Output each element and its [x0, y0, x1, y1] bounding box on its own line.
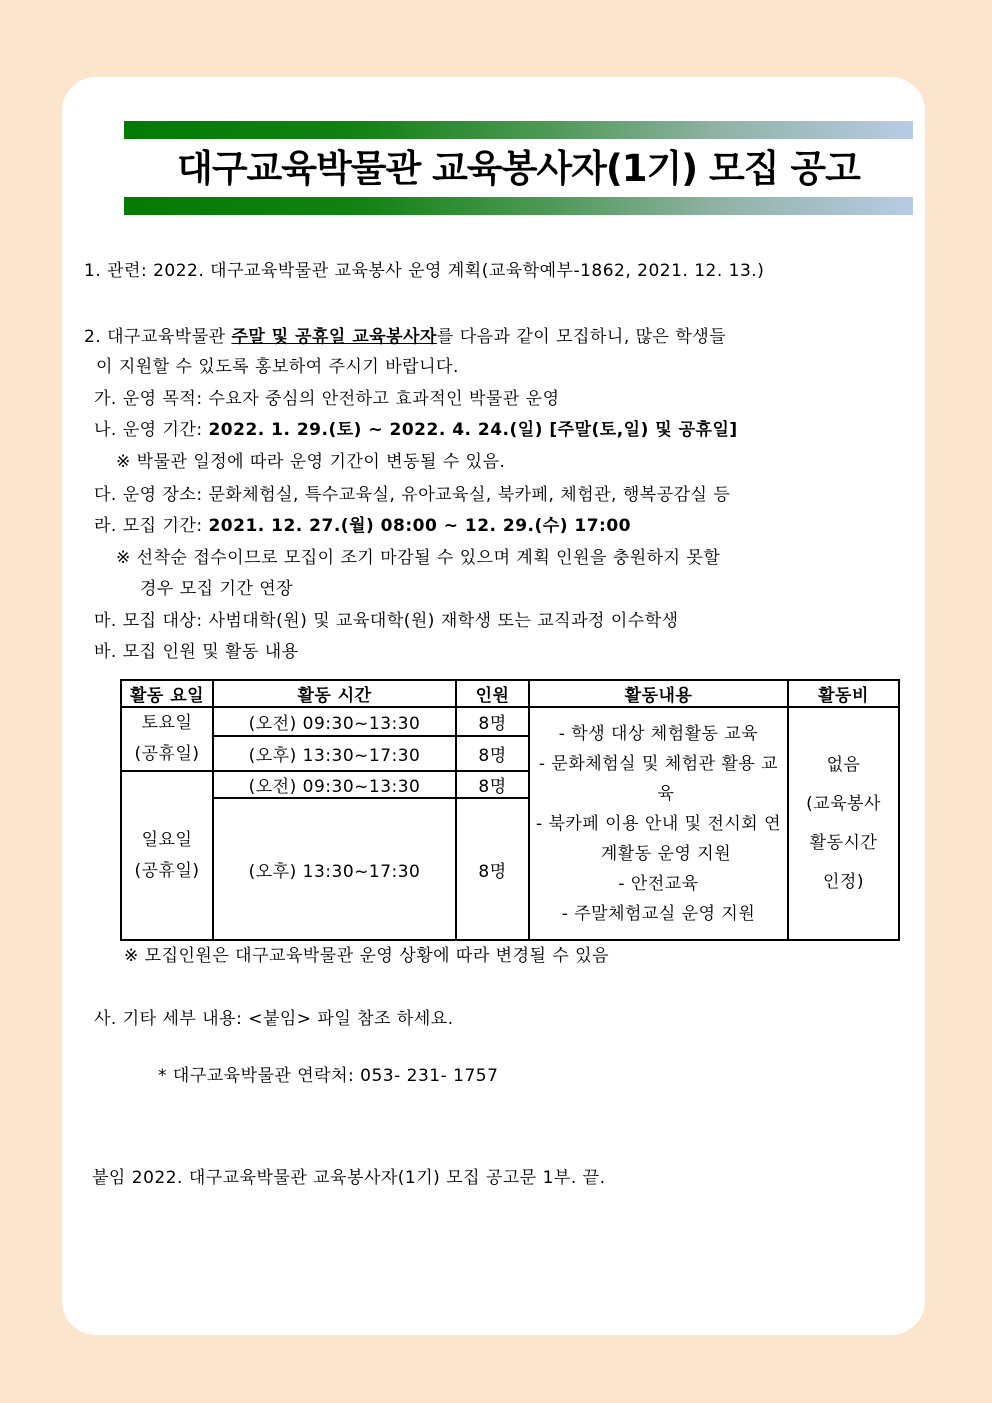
recruit-period-line	[94, 516, 631, 537]
sunday-pm-count-cell: 8명	[456, 798, 529, 940]
pay-line: (교육봉사	[806, 793, 881, 814]
activity-content-cell	[529, 707, 788, 940]
purpose-line: 가. 운영 목적: 수요자 중심의 안전하고 효과적인 박물관 운영	[94, 389, 560, 409]
title-top-gradient-bar	[124, 121, 913, 139]
contact-line: * 대구교육박물관 연락처: 053- 231- 1757	[158, 1066, 499, 1086]
header-activity-pay: 활동비	[788, 680, 899, 707]
recruit-intro-post: 를 다음과 같이 모집하니, 많은 학생들	[436, 327, 727, 347]
headcount-change-note: ※ 모집인원은 대구교육박물관 운영 상황에 따라 변경될 수 있음	[124, 946, 610, 966]
header-activity-time: 활동 시간	[213, 680, 456, 707]
activity-item: - 북카페 이용 안내 및 전시회 연계활동 운영 지원	[535, 813, 782, 864]
related-plan-line: 1. 관련: 2022. 대구교육박물관 교육봉사 운영 계획(교육학예부-1862, 2021. 12. 13.)	[84, 261, 765, 281]
target-line: 마. 모집 대상: 사범대학(원) 및 교육대학(원) 재학생 또는 교직과정 이수학생	[94, 611, 679, 631]
operation-period-line	[94, 420, 738, 441]
pay-line: 없음	[826, 754, 861, 775]
activity-item: - 주말체험교실 운영 지원	[561, 903, 756, 924]
saturday-am-time-cell: (오전) 09:30~13:30	[213, 707, 456, 736]
recruit-period-note-line1: ※ 선착순 접수이므로 모집이 조기 마감될 수 있으며 계획 인원을 충원하지 못할	[116, 548, 721, 568]
pay-line: 인정)	[823, 871, 864, 892]
headcount-heading-line: 바. 모집 인원 및 활동 내용	[94, 642, 299, 662]
recruit-intro-continued: 이 지원할 수 있도록 홍보하여 주시기 바랍니다.	[96, 357, 459, 377]
recruit-period-note-line2: 경우 모집 기간 연장	[140, 579, 294, 599]
recruit-intro-emphasis: 주말 및 공휴일 교육봉사자	[231, 327, 437, 347]
header-activity-day: 활동 요일	[121, 680, 213, 707]
sunday-holiday-label: (공휴일)	[134, 860, 200, 881]
title-bottom-gradient-bar	[124, 197, 913, 215]
activity-pay-cell	[788, 707, 899, 940]
activity-item: - 안전교육	[618, 873, 699, 894]
location-line: 다. 운영 장소: 문화체험실, 특수교육실, 유아교육실, 북카페, 체험관, 행복공감실 등	[94, 485, 731, 505]
header-headcount: 인원	[456, 680, 529, 707]
recruit-intro-pre: 2. 대구교육박물관	[84, 327, 232, 347]
recruit-period-label: 라. 모집 기간:	[94, 516, 209, 536]
table-row	[121, 707, 899, 736]
activity-item: - 학생 대상 체험활동 교육	[558, 723, 759, 744]
saturday-label: 토요일	[141, 713, 193, 733]
sunday-label: 일요일	[141, 829, 193, 850]
activity-schedule-table	[120, 679, 900, 941]
pay-line: 활동시간	[809, 832, 878, 853]
sunday-am-count-cell: 8명	[456, 771, 529, 798]
saturday-pm-count-cell: 8명	[456, 736, 529, 771]
saturday-pm-time-cell: (오후) 13:30~17:30	[213, 736, 456, 771]
header-activity-content: 활동내용	[529, 680, 788, 707]
recruit-period-dates: 2021. 12. 27.(월) 08:00 ~ 12. 29.(수) 17:00	[208, 516, 632, 536]
saturday-day-cell	[121, 707, 213, 771]
activity-item: - 문화체험실 및 체험관 활용 교육	[538, 753, 779, 804]
sunday-am-time-cell: (오전) 09:30~13:30	[213, 771, 456, 798]
page-title: 대구교육박물관 교육봉사자(1기) 모집 공고	[177, 147, 860, 190]
recruit-intro-line	[84, 327, 726, 348]
operation-period-label: 나. 운영 기간:	[94, 420, 209, 440]
table-header-row	[121, 680, 899, 707]
other-details-line: 사. 기타 세부 내용: <붙임> 파일 참조 하세요.	[94, 1009, 454, 1029]
sunday-pm-time-cell: (오후) 13:30~17:30	[213, 798, 456, 940]
saturday-am-count-cell: 8명	[456, 707, 529, 736]
operation-period-dates: 2022. 1. 29.(토) ~ 2022. 4. 24.(일) [주말(토,일) 및 공휴일]	[208, 420, 738, 440]
sunday-day-cell	[121, 771, 213, 940]
attachment-line: 붙임 2022. 대구교육박물관 교육봉사자(1기) 모집 공고문 1부. 끝.	[92, 1168, 606, 1188]
operation-period-note: ※ 박물관 일정에 따라 운영 기간이 변동될 수 있음.	[116, 452, 506, 472]
saturday-holiday-label: (공휴일)	[134, 744, 200, 764]
